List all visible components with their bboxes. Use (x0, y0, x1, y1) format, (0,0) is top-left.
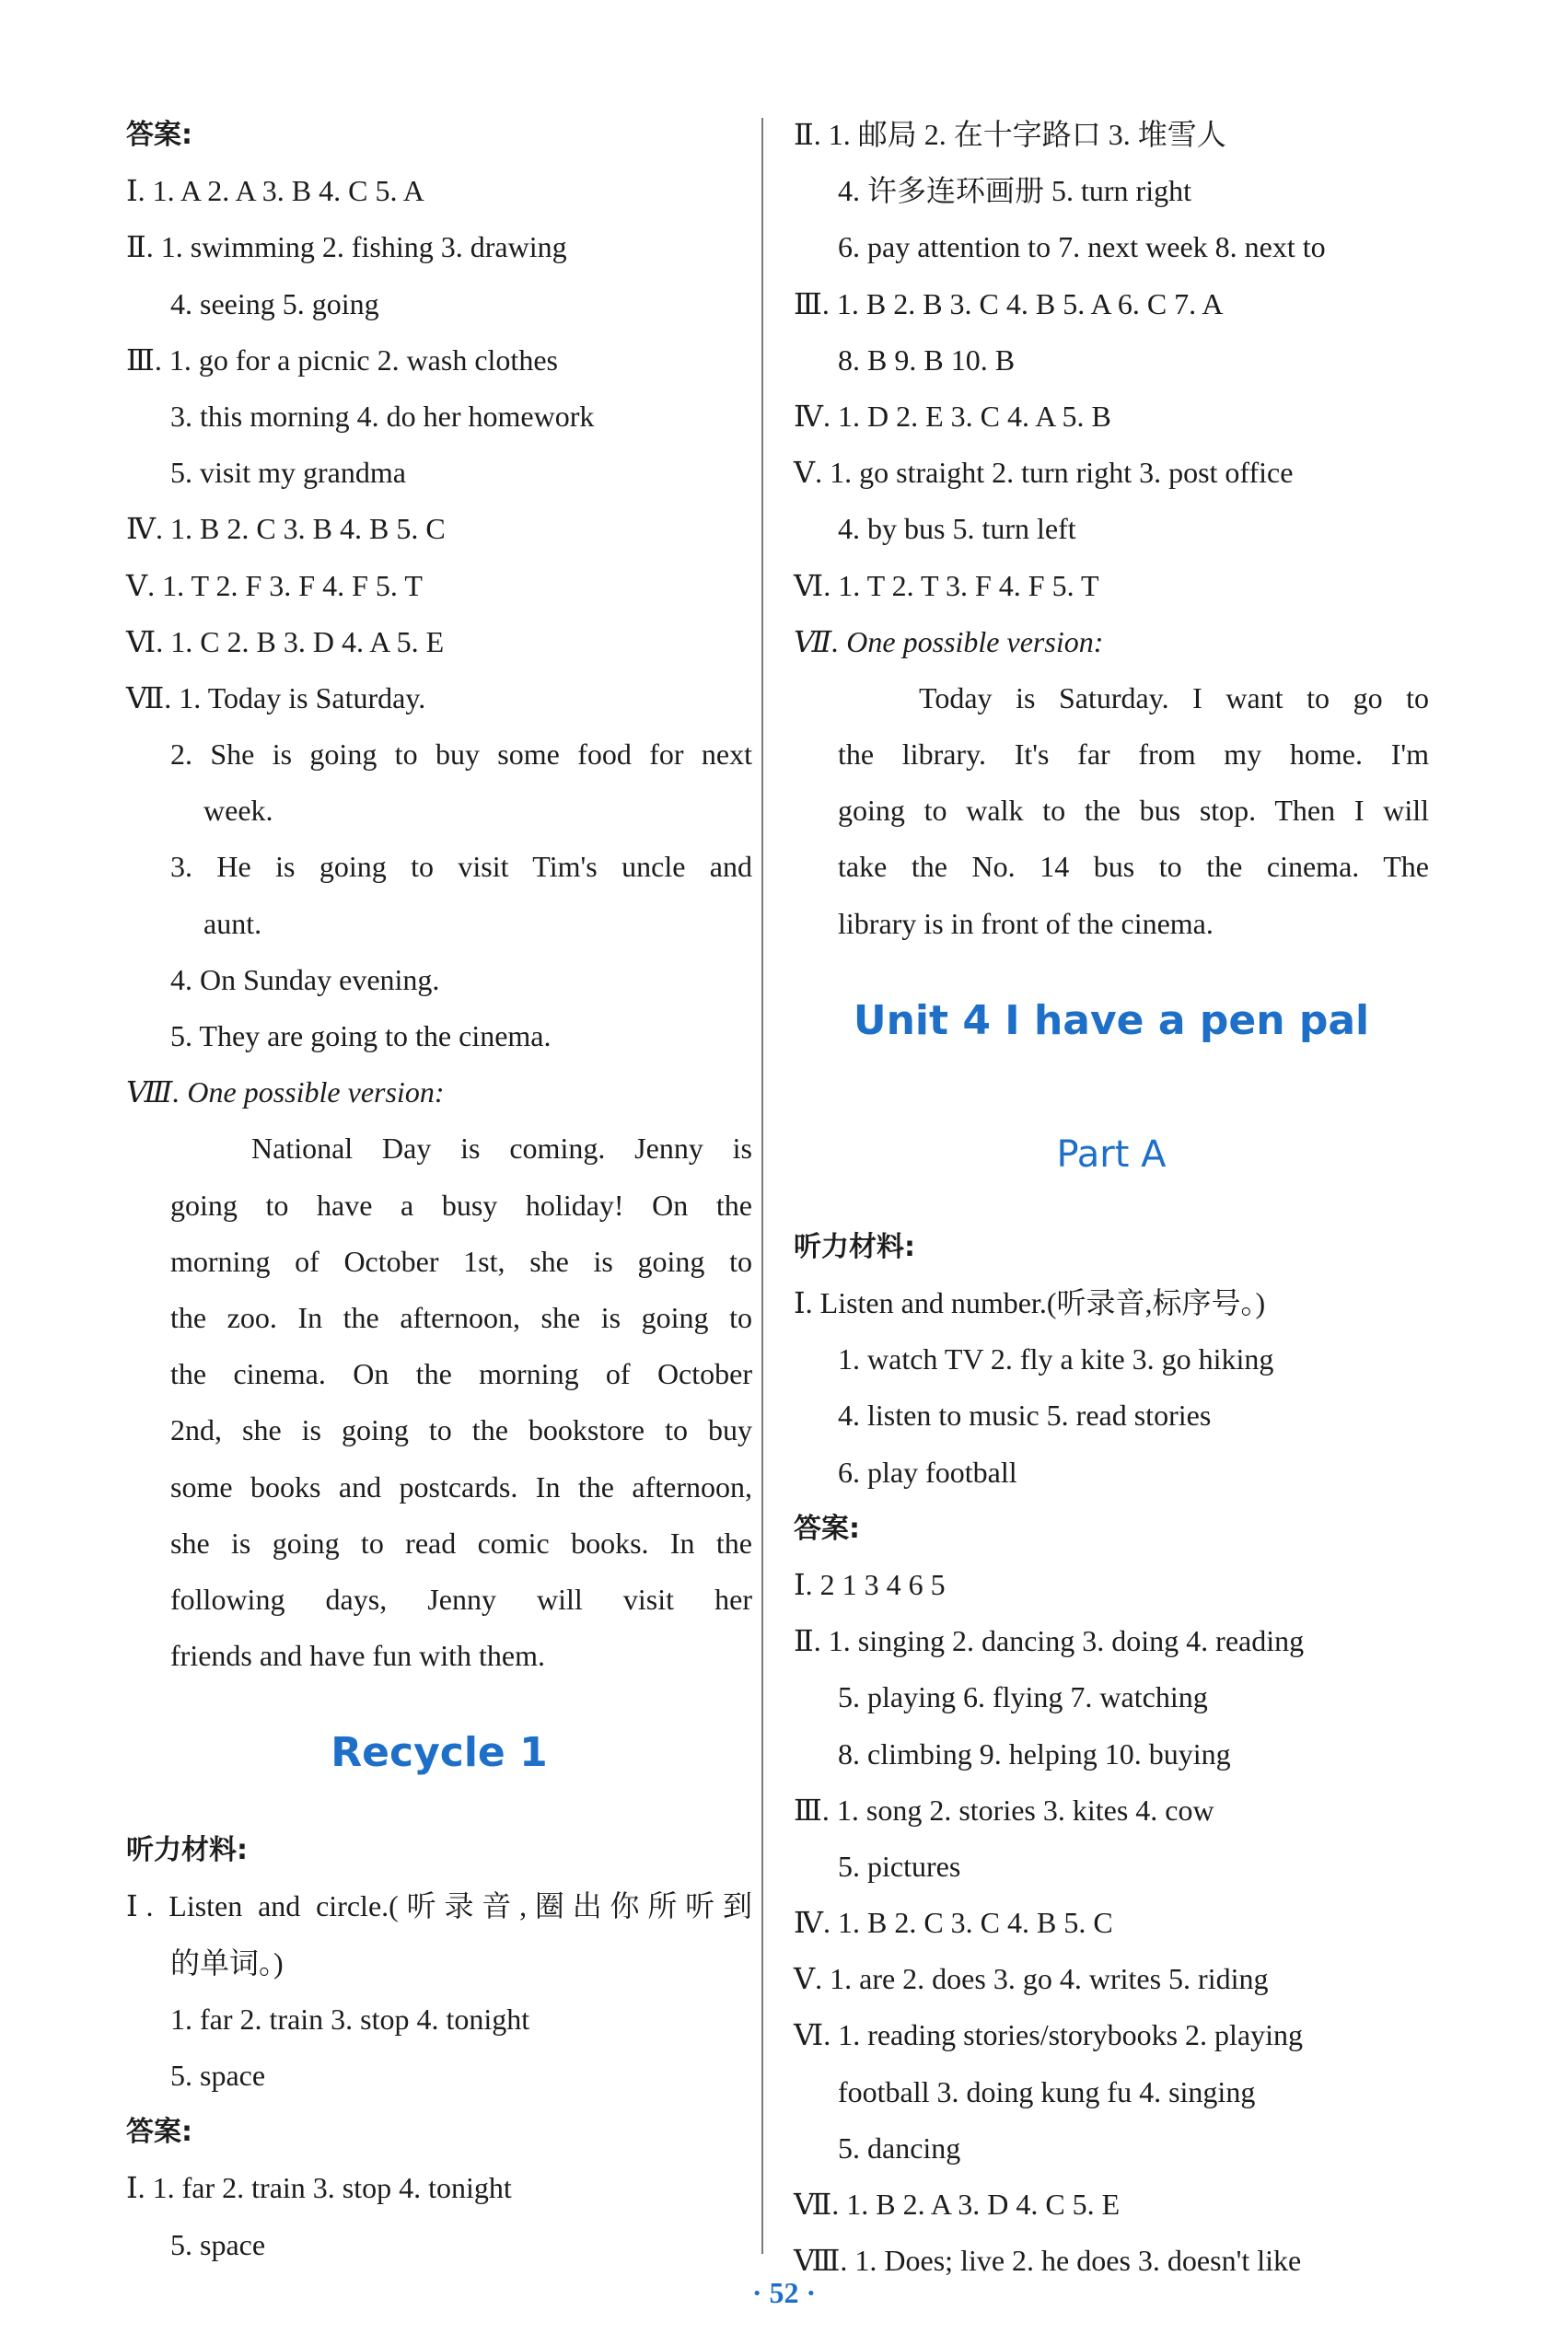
answer-line: 5. They are going to the cinema. (170, 1019, 552, 1052)
answer-line: take the No. 14 bus to the cinema. The (838, 850, 1429, 884)
answer-line: 8. climbing 9. helping 10. buying (838, 1736, 1231, 1771)
section-title: Recycle 1 (331, 1729, 548, 1777)
answer-line: football 3. doing kung fu 4. singing (838, 2074, 1256, 2108)
answer-line: 3. He is going to visit Tim's uncle and (170, 850, 752, 884)
answer-line: Ⅷ. 1. Does; live 2. he does 3. doesn't like (794, 2244, 1302, 2278)
answer-line: Ⅶ. 1. Today is Saturday. (126, 680, 426, 714)
answer-line: 4. On Sunday evening. (170, 962, 440, 996)
answer-line: 1. watch TV 2. fly a kite 3. go hiking (838, 1342, 1274, 1376)
answer-line: Ⅴ. 1. go straight 2. turn right 3. post office (794, 456, 1294, 490)
answer-line: Ⅰ. Listen and circle.(听录音,圈出你所听到 (126, 1889, 752, 1923)
section-heading: 听力材料: (794, 1230, 915, 1263)
answer-line: 6. play football (838, 1455, 1017, 1489)
answer-line: Ⅵ. 1. C 2. B 3. D 4. A 5. E (126, 624, 445, 658)
answer-line: 5. playing 6. flying 7. watching (838, 1680, 1208, 1714)
answer-line: 4. seeing 5. going (170, 286, 379, 320)
answer-line: 6. pay attention to 7. next week 8. next to (838, 230, 1326, 264)
section-heading: 答案: (126, 2116, 192, 2149)
answer-line: 8. B 9. B 10. B (838, 343, 1016, 377)
answer-line: Ⅲ. 1. song 2. stories 3. kites 4. cow (794, 1793, 1214, 1827)
answer-line: 4. by bus 5. turn left (838, 512, 1076, 546)
answer-line: 3. this morning 4. do her homework (170, 399, 595, 433)
answer-line: 5. visit my grandma (170, 456, 406, 490)
column-divider (761, 118, 763, 2254)
answer-line: morning of October 1st, she is going to (170, 1244, 752, 1278)
answer-line: Ⅶ. One possible version: (794, 624, 1104, 658)
answer-line: the zoo. In the afternoon, she is going to (170, 1300, 752, 1334)
answer-line: Ⅳ. 1. D 2. E 3. C 4. A 5. B (794, 399, 1111, 433)
answer-line: Ⅵ. 1. T 2. T 3. F 4. F 5. T (794, 568, 1099, 602)
answer-line: 5. space (170, 2227, 266, 2261)
answer-line: Ⅰ. 2 1 3 4 6 5 (794, 1567, 946, 1601)
answer-line: the cinema. On the morning of October (170, 1357, 752, 1391)
answer-line: Ⅰ. 1. A 2. A 3. B 4. C 5. A (126, 174, 424, 208)
answer-line: week. (203, 794, 273, 828)
answer-line: Ⅰ. 1. far 2. train 3. stop 4. tonight (126, 2171, 512, 2205)
answer-line: aunt. (203, 906, 262, 940)
answer-line: Ⅵ. 1. reading stories/storybooks 2. playing (794, 2018, 1304, 2052)
answer-line: following days, Jenny will visit her (170, 1582, 752, 1616)
answer-line: friends and have fun with them. (170, 1639, 545, 1673)
part-title: Part A (1056, 1132, 1167, 1176)
answer-line: Ⅱ. 1. 邮局 2. 在十字路口 3. 堆雪人 (794, 118, 1226, 151)
answer-line: 5. pictures (838, 1849, 961, 1883)
answer-line: Ⅱ. 1. singing 2. dancing 3. doing 4. reading (794, 1624, 1305, 1658)
answer-line: Ⅱ. 1. swimming 2. fishing 3. drawing (126, 230, 567, 264)
answer-line: Ⅰ. Listen and number.(听录音,标序号。) (794, 1286, 1266, 1319)
answer-line: Ⅳ. 1. B 2. C 3. C 4. B 5. C (794, 1906, 1113, 1940)
answer-line: 4. listen to music 5. read stories (838, 1399, 1212, 1433)
answer-line: 1. far 2. train 3. stop 4. tonight (170, 2002, 530, 2036)
answer-line: Ⅴ. 1. are 2. does 3. go 4. writes 5. riding (794, 1962, 1269, 1996)
left-column (126, 107, 752, 2273)
answer-line: Today is Saturday. I want to go to (919, 680, 1429, 714)
answer-line: Ⅷ. One possible version: (126, 1075, 445, 1109)
answer-line: library is in front of the cinema. (838, 906, 1214, 940)
answer-line: 5. dancing (838, 2131, 961, 2165)
section-heading: 听力材料: (126, 1834, 248, 1867)
answer-line: going to walk to the bus stop. Then I will (838, 794, 1429, 828)
section-title: Unit 4 I have a pen pal (853, 996, 1370, 1044)
answer-line: Ⅶ. 1. B 2. A 3. D 4. C 5. E (794, 2188, 1121, 2221)
answer-line: some books and postcards. In the afternoon, (170, 1469, 752, 1504)
page-number: · 52 · (751, 2276, 817, 2309)
answer-line: going to have a busy holiday! On the (170, 1188, 752, 1222)
answer-line: she is going to read comic books. In the (170, 1526, 752, 1560)
answer-line: Ⅳ. 1. B 2. C 3. B 4. B 5. C (126, 512, 446, 546)
right-column (794, 107, 1429, 2289)
section-heading: 答案: (794, 1512, 860, 1545)
answer-line: Ⅲ. 1. B 2. B 3. C 4. B 5. A 6. C 7. A (794, 286, 1224, 320)
answer-line: 的单词。) (170, 1945, 284, 1980)
section-heading: 答案: (126, 119, 192, 151)
answer-line: 5. space (170, 2059, 266, 2092)
answer-line: 4. 许多连环画册 5. turn right (838, 174, 1191, 208)
answer-line: National Day is coming. Jenny is (251, 1132, 752, 1166)
answer-line: Ⅲ. 1. go for a picnic 2. wash clothes (126, 343, 558, 377)
answer-line: 2. She is going to buy some food for next (170, 737, 752, 772)
answer-line: Ⅴ. 1. T 2. F 3. F 4. F 5. T (126, 568, 423, 602)
answer-line: the library. It's far from my home. I'm (838, 737, 1429, 772)
answer-line: 2nd, she is going to the bookstore to buy (170, 1413, 752, 1447)
